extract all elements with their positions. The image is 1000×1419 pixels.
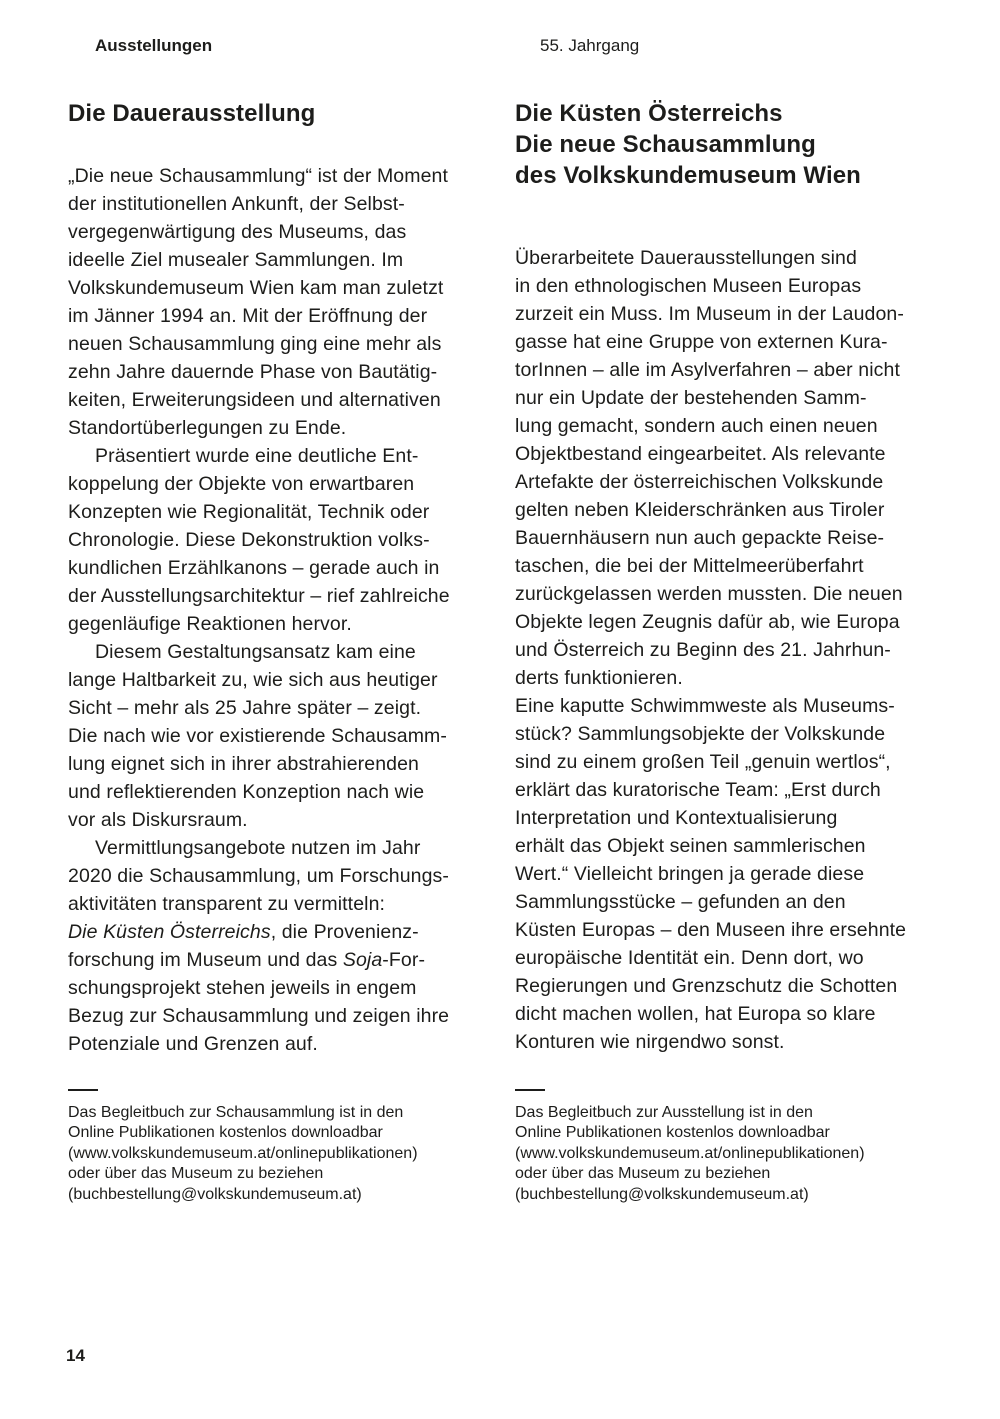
footnote-line: Online Publikationen kostenlos downloadbar [68, 1124, 383, 1141]
body-text-line: stück? Sammlungsobjekte der Volkskunde [515, 723, 886, 745]
footnote-line: oder über das Museum zu beziehen [515, 1165, 771, 1182]
footnote-rule [515, 1089, 545, 1091]
body-text-line: Regierungen und Grenzschutz die Schotten [515, 975, 898, 997]
footnote-lines [515, 1103, 950, 1206]
footnote-line: (www.volkskundemuseum.at/onlinepublikationen) [68, 1144, 418, 1162]
body-text-line: Interpretation und Kontextualisierung [515, 807, 838, 829]
body-text-line: lange Haltbarkeit zu, wie sich aus heutiger [68, 669, 438, 691]
italic-text: Die Küsten Österreichs [68, 921, 271, 943]
body-text-line: gasse hat eine Gruppe von externen Kura- [515, 331, 888, 353]
footnote-line: Das Begleitbuch zur Ausstellung ist in den [515, 1103, 813, 1121]
body-text-line: Sicht – mehr als 25 Jahre später – zeigt. [68, 697, 422, 719]
body-text-line: zurückgelassen werden mussten. Die neuen [515, 583, 903, 605]
body-text-line: zehn Jahre dauernde Phase von Bautätig- [68, 361, 438, 383]
body-text-line: nur ein Update der bestehenden Samm- [515, 387, 867, 409]
article-die-dauerausstellung [68, 98, 503, 1205]
body-text-line: Objekte legen Zeugnis dafür ab, wie Europa [515, 611, 900, 633]
body-text-line: europäische Identität ein. Denn dort, wo [515, 947, 864, 969]
body-text-line: Küsten Europas – den Museen ihre ersehnte [515, 919, 907, 941]
body-text-line: Konturen wie nirgendwo sonst. [515, 1031, 785, 1053]
body-text-line: erhält das Objekt seinen sammlerischen [515, 835, 866, 857]
body-text-line: kundlichen Erzählkanons – gerade auch in [68, 557, 440, 579]
body-text-line: dicht machen wollen, hat Europa so klare [515, 1003, 876, 1025]
body-text-line [68, 918, 503, 946]
body-text-line: „Die neue Schausammlung“ ist der Moment [68, 165, 448, 187]
article-title-line: des Volkskundemuseum Wien [515, 162, 861, 189]
body-text-line: sind zu einem großen Teil „genuin wertlos“, [515, 751, 891, 773]
body-text-line: Volkskundemuseum Wien kam man zuletzt [68, 277, 444, 299]
body-text-line: keiten, Erweiterungsideen und alternativen [68, 389, 441, 411]
body-text-line: erklärt das kuratorische Team: „Erst durch [515, 779, 881, 801]
body-text-line: vergegenwärtigung des Museums, das [68, 221, 407, 243]
page-header [0, 36, 1000, 60]
body-text-line: Diesem Gestaltungsansatz kam eine [95, 641, 416, 663]
body-text-line: Konzepten wie Regionalität, Technik oder [68, 501, 430, 523]
body-text-line: neuen Schausammlung ging eine mehr als [68, 333, 442, 355]
body-text-line: der Ausstellungsarchitektur – rief zahlreiche [68, 585, 450, 607]
body-text-line: lung gemacht, sondern auch einen neuen [515, 415, 878, 437]
page-number: 14 [66, 1346, 85, 1365]
body-text-line: Bezug zur Schausammlung und zeigen ihre [68, 1005, 450, 1027]
body-text-line: vor als Diskursraum. [68, 809, 248, 831]
body-text-line: Eine kaputte Schwimmweste als Museums- [515, 695, 895, 717]
regular-text: -For- [382, 949, 426, 971]
body-text-line: Chronologie. Diese Dekonstruktion volks- [68, 529, 430, 551]
body-text-line: Überarbeitete Dauerausstellungen sind [515, 247, 857, 269]
article-body [68, 162, 503, 1058]
article-title-line: Die Küsten Österreichs [515, 100, 783, 127]
body-text-line: 2020 die Schausammlung, um Forschungs- [68, 865, 449, 887]
body-text-line: Bauernhäusern nun auch gepackte Reise- [515, 527, 885, 549]
body-text-line: Wert.“ Vielleicht bringen ja gerade diese [515, 863, 865, 885]
article-title [68, 98, 503, 129]
body-text-line: koppelung der Objekte von erwartbaren [68, 473, 415, 495]
article-title [515, 98, 950, 191]
article-footnote [68, 1089, 503, 1206]
footnote-line: (buchbestellung@volkskundemuseum.at) [515, 1185, 809, 1203]
italic-text: Soja [342, 949, 383, 971]
body-text-line: zurzeit ein Muss. Im Museum in der Laudon- [515, 303, 904, 325]
body-text-line: schungsprojekt stehen jeweils in engem [68, 977, 417, 999]
body-text-line: taschen, die bei der Mittelmeerüberfahrt [515, 555, 864, 577]
body-text-line: ideelle Ziel musealer Sammlungen. Im [68, 249, 404, 271]
footnote-line: oder über das Museum zu beziehen [68, 1165, 324, 1182]
body-text-line: Die nach wie vor existierende Schausamm- [68, 725, 447, 747]
article-body [515, 244, 950, 1056]
body-text-line: Präsentiert wurde eine deutliche Ent- [95, 445, 419, 467]
body-text-line: lung eignet sich in ihrer abstrahierenden [68, 753, 419, 775]
body-text-line: Vermittlungsangebote nutzen im Jahr [95, 837, 421, 859]
body-text-line [68, 946, 503, 974]
article-title-line: Die neue Schausammlung [515, 131, 816, 158]
body-text-line: derts funktionieren. [515, 667, 683, 689]
body-text-line: torInnen – alle im Asylverfahren – aber nicht [515, 359, 900, 381]
footnote-line: (buchbestellung@volkskundemuseum.at) [68, 1185, 362, 1203]
body-text-line: Sammlungsstücke – gefunden an den [515, 891, 846, 913]
regular-text: , die Provenienz- [270, 921, 419, 943]
regular-text: forschung im Museum und das [68, 949, 343, 971]
header-section-label: Ausstellungen [95, 36, 213, 55]
footnote-line: Das Begleitbuch zur Schausammlung ist in den [68, 1103, 404, 1121]
body-text-line: Standortüberlegungen zu Ende. [68, 417, 347, 439]
body-text-line: gelten neben Kleiderschränken aus Tiroler [515, 499, 885, 521]
body-text-line: in den ethnologischen Museen Europas [515, 275, 862, 297]
article-footnote [515, 1089, 950, 1206]
body-text-line: gegenläufige Reaktionen hervor. [68, 613, 352, 635]
footnote-line: Online Publikationen kostenlos downloadbar [515, 1124, 830, 1141]
footnote-rule [68, 1089, 98, 1091]
body-text-line: Objektbestand eingearbeitet. Als relevante [515, 443, 886, 465]
body-text-line: Artefakte der österreichischen Volkskunde [515, 471, 884, 493]
body-text-line: und reflektierenden Konzeption nach wie [68, 781, 425, 803]
body-text-line: der institutionellen Ankunft, der Selbst- [68, 193, 405, 215]
body-text-line: und Österreich zu Beginn des 21. Jahrhun- [515, 639, 891, 661]
article-title-line: Die Dauerausstellung [68, 100, 316, 127]
footnote-line: (www.volkskundemuseum.at/onlinepublikationen) [515, 1144, 865, 1162]
body-text-line: aktivitäten transparent zu vermitteln: [68, 893, 386, 915]
body-text-line: Potenziale und Grenzen auf. [68, 1033, 318, 1055]
body-text-line: im Jänner 1994 an. Mit der Eröffnung der [68, 305, 428, 327]
article-die-kuesten-oesterreichs [515, 98, 950, 1205]
footnote-lines [68, 1103, 503, 1206]
header-volume-label: 55. Jahrgang [540, 36, 640, 55]
